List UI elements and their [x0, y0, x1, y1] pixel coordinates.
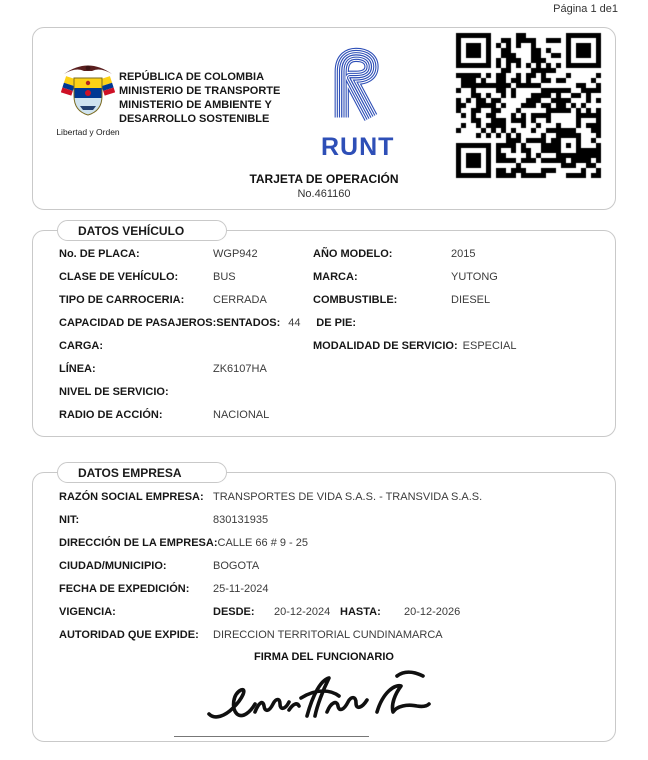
field-label: DIRECCIÓN DE LA EMPRESA:: [59, 537, 218, 549]
field-row: [33, 340, 615, 363]
vehicle-fields: [33, 231, 615, 432]
field-value: ESPECIAL: [462, 340, 517, 352]
field-row: [33, 491, 615, 514]
signature-title: FIRMA DEL FUNCIONARIO: [254, 651, 394, 663]
field-value: BOGOTA: [213, 560, 260, 572]
field-value: [216, 317, 316, 329]
ministry-title: [119, 70, 280, 126]
field-label: FECHA DE EXPEDICIÓN:: [59, 583, 190, 595]
field-row: [33, 514, 615, 537]
field-sublabel: SENTADOS:: [216, 317, 281, 329]
field-value: DIESEL: [451, 294, 491, 306]
ministry-line: MINISTERIO DE AMBIENTE Y: [119, 99, 272, 111]
colombia-coat-of-arms: [55, 62, 121, 137]
field-value: DIRECCION TERRITORIAL CUNDINAMARCA: [213, 629, 443, 641]
field-label: NIT:: [59, 514, 80, 526]
coat-of-arms-caption: Libertad y Orden: [56, 127, 120, 137]
vehicle-section: [32, 224, 616, 437]
field-value: NACIONAL: [213, 409, 270, 421]
field-label: NIVEL DE SERVICIO:: [59, 386, 169, 398]
coat-of-arms-icon: [61, 62, 115, 120]
field-label: COMBUSTIBLE:: [313, 294, 398, 306]
ministry-line: DESARROLLO SOSTENIBLE: [119, 113, 270, 125]
field-row: [33, 248, 615, 271]
field-row: [33, 271, 615, 294]
field-row-vigencia: [33, 606, 615, 629]
ministry-line: MINISTERIO DE TRANSPORTE: [119, 85, 281, 97]
field-row: [33, 317, 615, 340]
vehicle-section-title: DATOS VEHÍCULO: [57, 220, 227, 241]
field-row: [33, 583, 615, 606]
field-value: 20-12-2026: [404, 606, 461, 618]
field-row: [33, 537, 615, 560]
field-row: [33, 386, 615, 409]
field-label: RADIO DE ACCIÓN:: [59, 409, 163, 421]
field-label: MODALIDAD DE SERVICIO:: [313, 340, 458, 352]
field-label: CAPACIDAD DE PASAJEROS:: [59, 317, 217, 329]
field-value: TRANSPORTES DE VIDA S.A.S. - TRANSVIDA S.A.S.: [213, 491, 483, 503]
field-value: BUS: [213, 271, 236, 283]
field-row: [33, 629, 615, 652]
field-value: WGP942: [213, 248, 258, 260]
field-label: MARCA:: [313, 271, 358, 283]
field-row: [33, 560, 615, 583]
document-title: TARJETA DE OPERACIÓN: [249, 172, 399, 186]
ministry-line: REPÚBLICA DE COLOMBIA: [119, 71, 265, 83]
company-section-title: DATOS EMPRESA: [57, 462, 227, 483]
field-label: AUTORIDAD QUE EXPIDE:: [59, 629, 199, 641]
company-section: [32, 466, 616, 742]
field-label: LÍNEA:: [59, 363, 96, 375]
field-value: 20-12-2024: [274, 606, 331, 618]
runt-logo-text: RUNT: [321, 133, 395, 161]
field-value: 44: [288, 317, 301, 329]
company-fields: [33, 473, 615, 652]
field-value: 25-11-2024: [213, 583, 269, 595]
runt-logo: [321, 41, 395, 162]
header-box: [32, 27, 616, 210]
field-value: YUTONG: [451, 271, 498, 283]
field-label: DE PIE:: [316, 317, 357, 329]
field-row: [33, 294, 615, 317]
page-indicator: Página 1 de1: [553, 3, 618, 15]
field-sublabel: DESDE:: [213, 606, 255, 618]
official-signature: [201, 664, 436, 732]
field-label: RAZÓN SOCIAL EMPRESA:: [59, 491, 204, 503]
field-value: 830131935: [213, 514, 269, 526]
field-label: VIGENCIA:: [59, 606, 116, 618]
field-value: CALLE 66 # 9 - 25: [217, 537, 309, 549]
field-label: CARGA:: [59, 340, 103, 352]
signature-line: [174, 736, 369, 737]
field-row: [33, 363, 615, 386]
field-label: TIPO DE CARROCERIA:: [59, 294, 185, 306]
field-sublabel: HASTA:: [340, 606, 381, 618]
field-value: 2015: [451, 248, 476, 260]
field-value: CERRADA: [213, 294, 267, 306]
document-number: No.461160: [297, 188, 351, 200]
field-row: [33, 409, 615, 432]
shield-icon: [74, 78, 102, 116]
qr-code: [454, 31, 604, 181]
field-label: CLASE DE VEHÍCULO:: [59, 271, 179, 283]
field-label: CIUDAD/MUNICIPIO:: [59, 560, 167, 572]
runt-logo-icon: [325, 41, 387, 127]
field-label: No. DE PLACA:: [59, 248, 140, 260]
field-value: ZK6107HA: [213, 363, 267, 375]
field-label: AÑO MODELO:: [313, 248, 393, 260]
